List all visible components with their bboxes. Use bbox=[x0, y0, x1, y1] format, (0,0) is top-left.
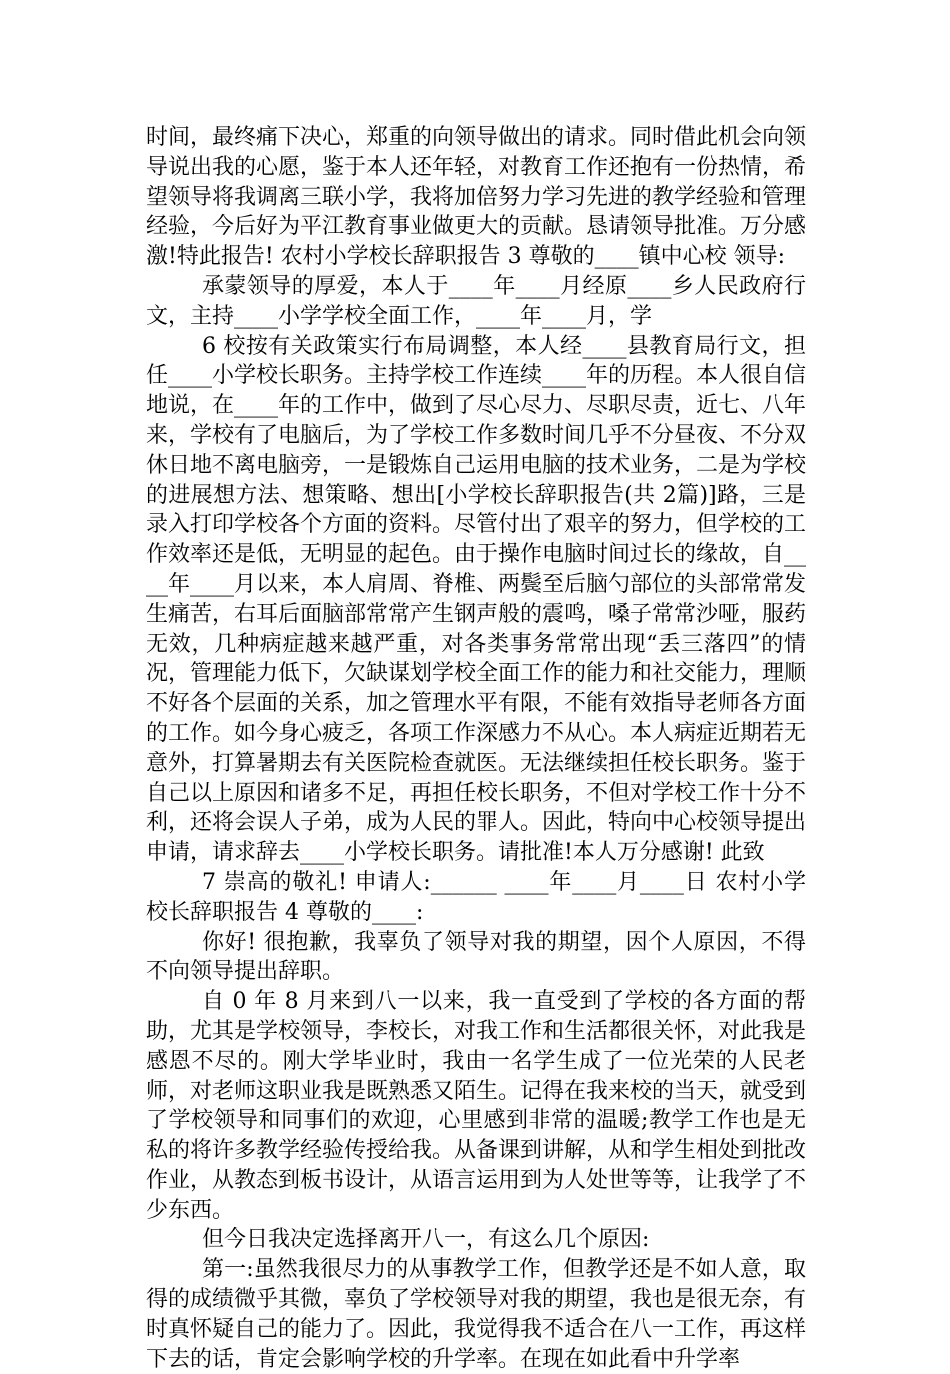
paragraph-1: 时间，最终痛下决心，郑重的向领导做出的请求。同时借此机会向领导说出我的心愿，鉴于本人还年轻，对教育工作还抱有一份热情，希望领导将我调离三联小学，我将加倍努力学习先进的教学经验和管理经验，今后好为平江教育事业做更大的贡献。恳请领导批准。万分感激!特此报告! 农村小学校长辞职报告 3 尊敬的____镇中心校 领导: bbox=[146, 125, 807, 270]
paragraph-4: 7 崇高的敬礼! 申请人:______ ____年____月____日 农村小学校长辞职报告 4 尊敬的____: bbox=[146, 869, 806, 925]
paragraph-8: 第一:虽然我很尽力的从事教学工作，但教学还是不如人意，取得的成绩微乎其微，辜负了学校领导对我的期望，我也是很无奈，有时真怀疑自己的能力了。因此，我觉得我不适合在八一工作，再这样下去的话，肯定会影响学校的升学率。在现在如此看中升学率 bbox=[146, 1257, 807, 1372]
paragraph-6: 自 0 年 8 月来到八一以来，我一直受到了学校的各方面的帮助，尤其是学校领导，李校长，对我工作和生活都很关怀，对此我是感恩不尽的。刚大学毕业时，我由一名学生成了一位光荣的人民老师，对老师这职业我是既熟悉又陌生。记得在我来校的当天，就受到了学校领导和同事们的欢迎，心里感到非常的温暖;教学工作也是无私的将许多教学经验传授给我。从备课到讲解，从和学生相处到批改作业，从教态到板书设计，从语言运用到为人处世等等，让我学了不少东西。 bbox=[146, 989, 807, 1223]
paragraph-5: 你好! 很抱歉，我辜负了领导对我的期望，因个人原因，不得不向领导提出辞职。 bbox=[146, 929, 806, 985]
document-page bbox=[146, 123, 806, 1374]
paragraph-3: 6 校按有关政策实行布局调整，本人经____县教育局行文，担任____小学校长职务。主持学校工作连续____年的历程。本人很自信地说，在____年的工作中，做到了尽心尽力、尽职尽责，近七、八年来，学校有了电脑后，为了学校工作多数时间几乎不分昼夜、不分双休日地不离电脑旁，一是锻炼自己运用电脑的技术业务，二是为学校的进展想方法、想策略、想出[小学校长辞职报告(共 2篇)]路，三是录入打印学校各个方面的资料。尽管付出了艰辛的努力，但学校的工作效率还是低，无明显的起色。由于操作电脑时间过长的缘故，自____年____月以来，本人肩周、脊椎、两鬓至后脑勺部位的头部常常发生痛苦，右耳后面脑部常常产生钢声般的震鸣，嗓子常常沙哑，服药无效，几种病症越来越严重，对各类事务常常出现“丢三落四”的情况，管理能力低下，欠缺谋划学校全面工作的能力和社交能力，理顺不好各个层面的关系，加之管理水平有限，不能有效指导老师各方面的工作。如今身心疲乏，各项工作深感力不从心。本人病症近期若无意外，打算暑期去有关医院检查就医。无法继续担任校长职务。鉴于自己以上原因和诸多不足，再担任校长职务，不但对学校工作十分不利，还将会误人子弟，成为人民的罪人。因此，特向中心校领导提出申请，请求辞去____小学校长职务。请批准!本人万分感谢! 此致 bbox=[146, 333, 807, 866]
paragraph-2: 承蒙领导的厚爱，本人于____年____月经原____乡人民政府行文，主持____小学学校全面工作，____年____月，学 bbox=[146, 273, 806, 329]
paragraph-7: 但今日我决定选择离开八一，有这么几个原因: bbox=[202, 1227, 650, 1253]
